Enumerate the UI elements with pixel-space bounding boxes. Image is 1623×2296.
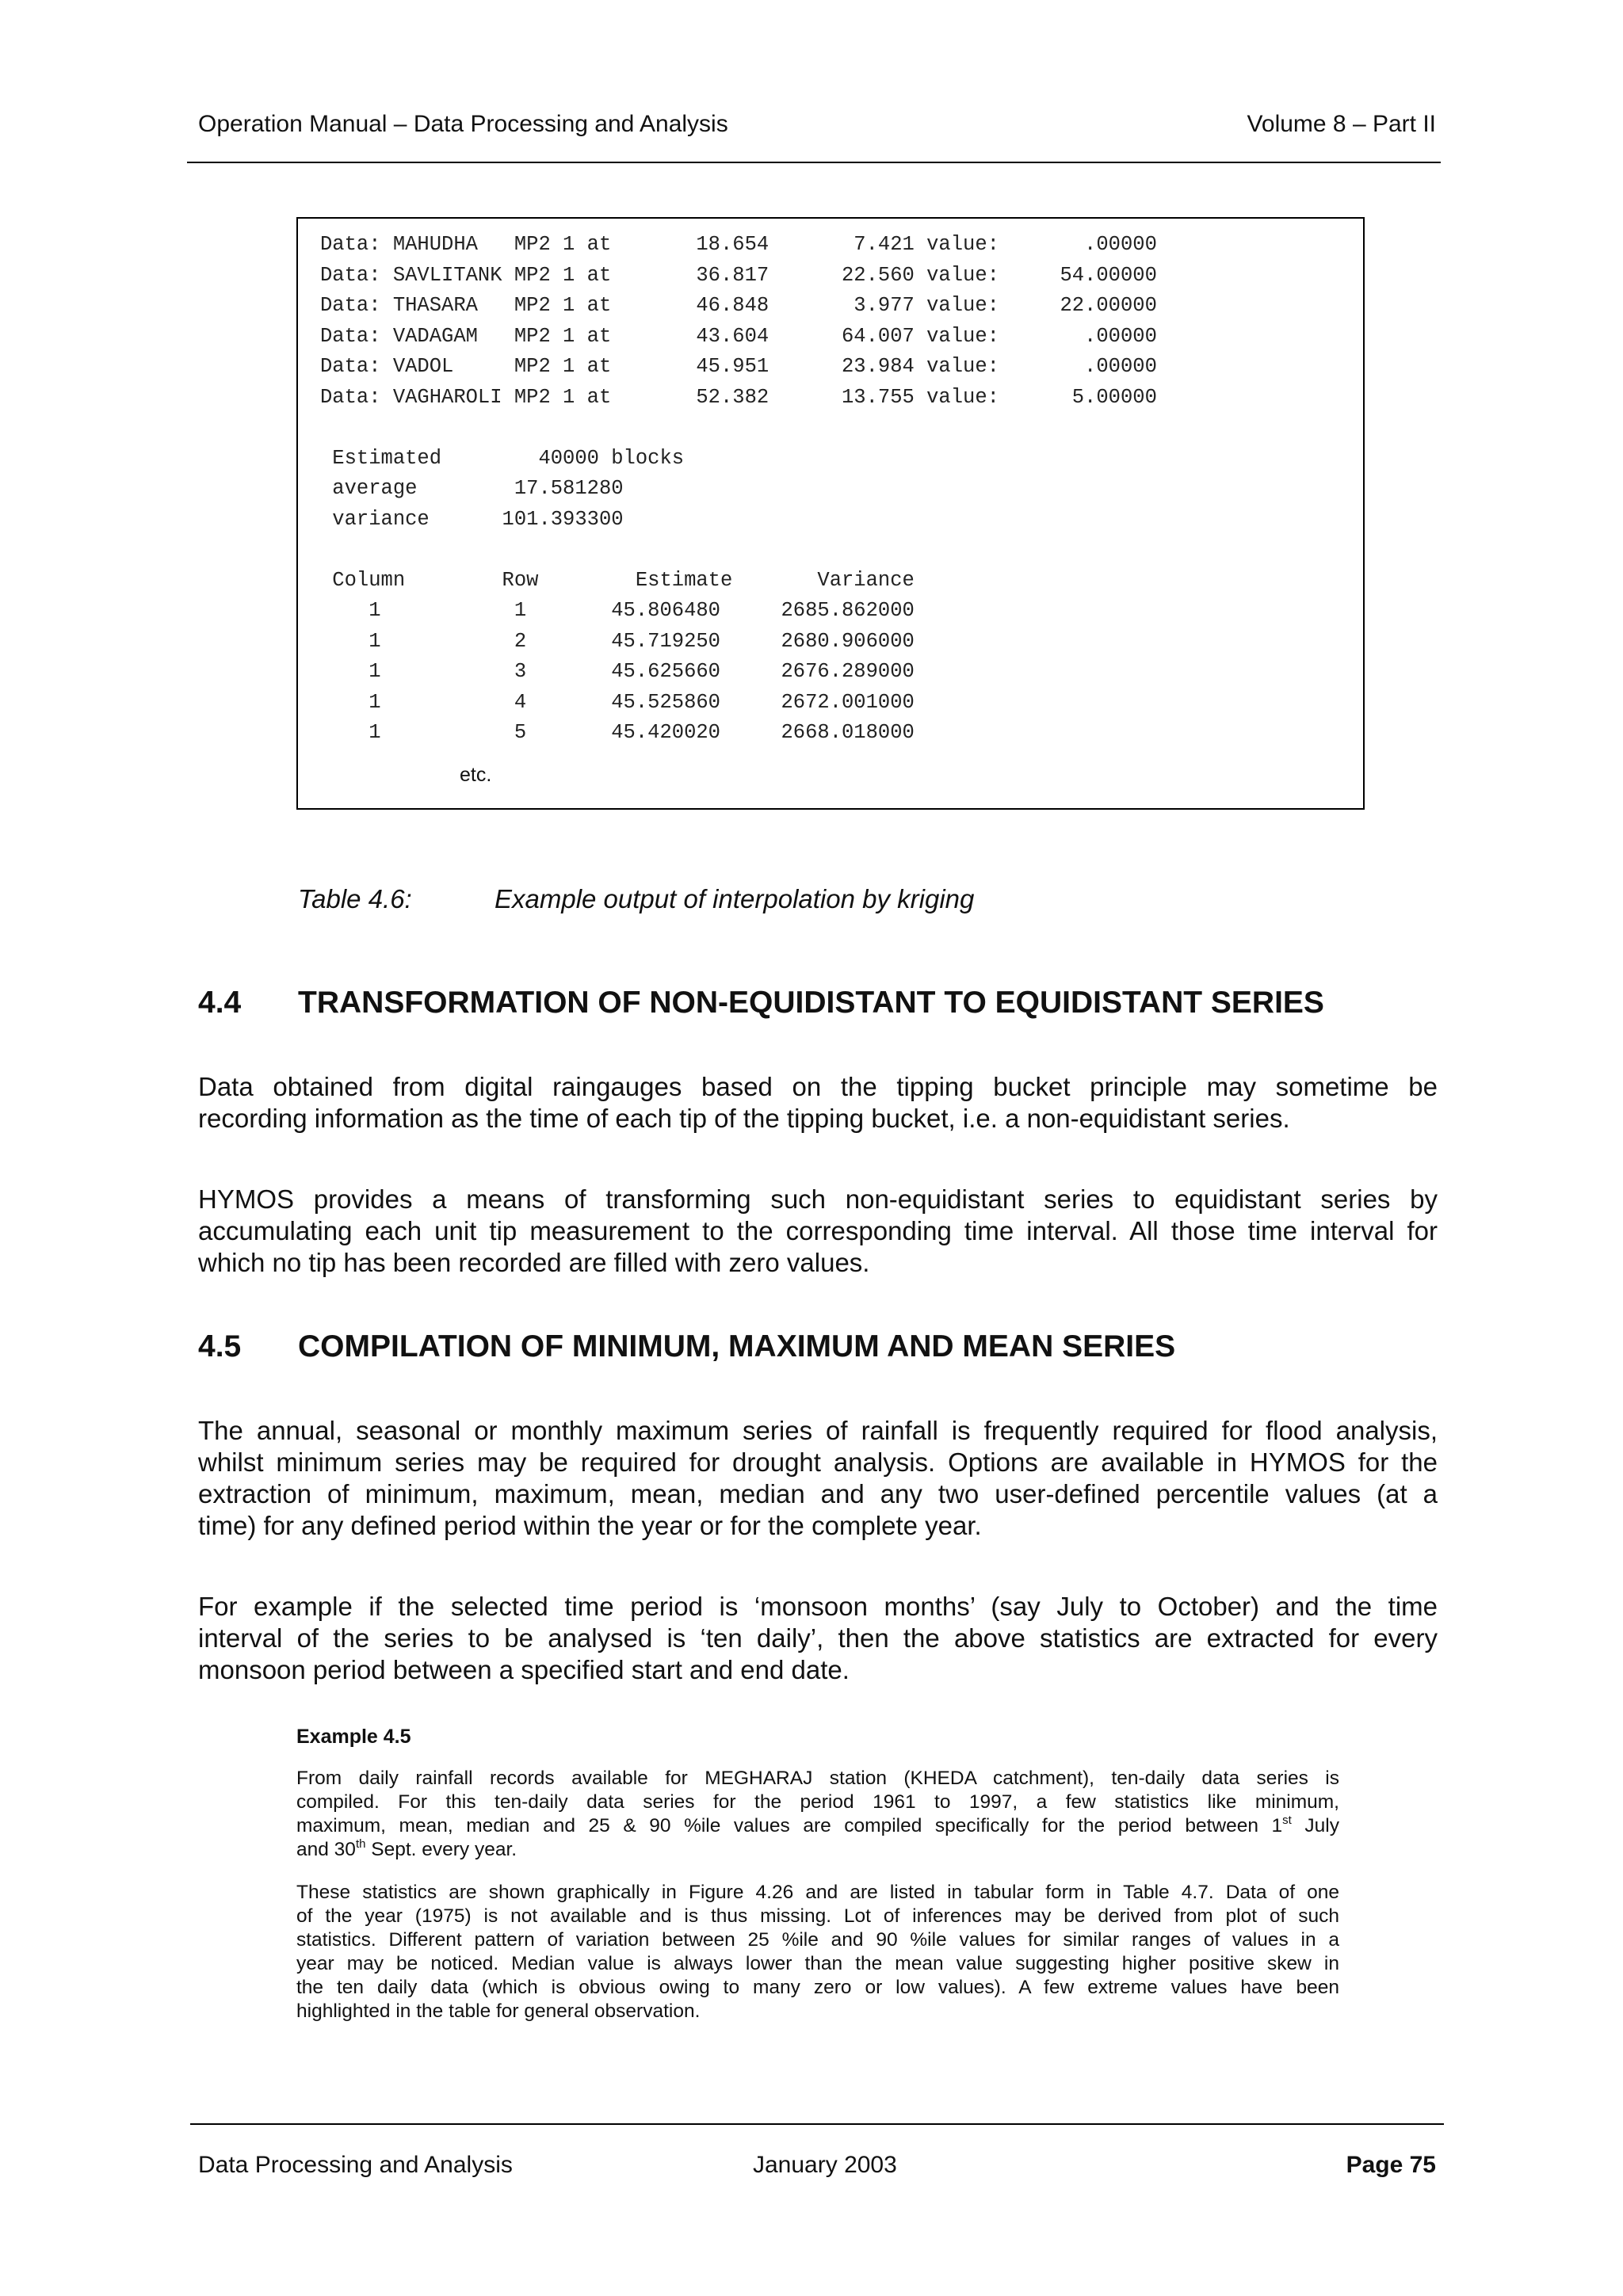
code-line: Data: SAVLITANK MP2 1 at 36.817 22.560 value: 54.00000 (320, 263, 1157, 287)
footer-rule (190, 2123, 1444, 2125)
example-line: These statistics are shown graphically in Figure 4.26 and are listed in tabular form in Table 4.7. Data of one (296, 1882, 1339, 1903)
code-line: Data: VADOL MP2 1 at 45.951 23.984 value: .00000 (320, 355, 1157, 378)
example-line: compiled. For this ten-daily data series for the period 1961 to 1997, a few statistics like minimum, (296, 1791, 1339, 1813)
header-volume: Volume 8 – Part II (1247, 111, 1436, 137)
example-title: Example 4.5 (296, 1726, 411, 1748)
header-rule (187, 162, 1441, 163)
table-caption-number: Table 4.6: (298, 884, 412, 913)
table-caption-text: Example output of interpolation by kriging (495, 884, 975, 913)
example-line-text: July (1291, 1815, 1339, 1836)
paragraph-4-4-2 (198, 1184, 1438, 1279)
example-line (296, 1838, 1339, 1862)
example-paragraph-2 (296, 1881, 1339, 2023)
footer-date: January 2003 (753, 2152, 897, 2178)
paragraph-line: accumulating each unit tip measurement to the corresponding time interval. All those time interval for (198, 1216, 1438, 1245)
code-line: Data: VADAGAM MP2 1 at 43.604 64.007 value: .00000 (320, 324, 1157, 348)
example-line: statistics. Different pattern of variation between 25 %ile and 90 %ile values for similar ranges of values in a (296, 1929, 1339, 1951)
paragraph-line: extraction of minimum, maximum, mean, median and any two user-defined percentile values (at a (198, 1479, 1438, 1508)
code-etc: etc. (460, 764, 492, 786)
example-paragraph-1 (296, 1767, 1339, 1862)
code-line: 1 2 45.719250 2680.906000 (320, 629, 915, 653)
header-title: Operation Manual – Data Processing and Analysis (198, 111, 728, 137)
code-line: Data: VAGHAROLI MP2 1 at 52.382 13.755 value: 5.00000 (320, 385, 1157, 409)
ordinal-suffix: st (1282, 1814, 1292, 1827)
code-line: Estimated 40000 blocks (320, 446, 685, 470)
section-number: 4.5 (198, 1329, 242, 1363)
paragraph-4-5-2 (198, 1591, 1438, 1686)
page-number: Page 75 (1346, 2152, 1436, 2178)
code-line: 1 5 45.420020 2668.018000 (320, 721, 915, 744)
kriging-output-box (296, 217, 1365, 810)
paragraph-line: recording information as the time of each tip of the tipping bucket, i.e. a non-equidistant series. (198, 1104, 1290, 1133)
paragraph-line: interval of the series to be analysed is ‘ten daily’, then the above statistics are extracted for every (198, 1623, 1438, 1653)
example-line-text: Sept. every year. (365, 1839, 517, 1860)
example-line (296, 1814, 1339, 1838)
paragraph-line: HYMOS provides a means of transforming such non-equidistant series to equidistant series by (198, 1184, 1438, 1214)
section-title: COMPILATION OF MINIMUM, MAXIMUM AND MEAN SERIES (298, 1329, 1176, 1363)
page-header (198, 111, 1436, 146)
section-title: TRANSFORMATION OF NON-EQUIDISTANT TO EQUIDISTANT SERIES (298, 986, 1324, 1020)
example-line: highlighted in the table for general observation. (296, 2000, 701, 2022)
example-line: year may be noticed. Median value is always lower than the mean value suggesting higher positive skew in (296, 1953, 1339, 1974)
code-line (320, 535, 1157, 566)
example-line: From daily rainfall records available for MEGHARAJ station (KHEDA catchment), ten-daily data series is (296, 1768, 1339, 1789)
code-line: 1 1 45.806480 2685.862000 (320, 599, 915, 622)
paragraph-4-4-1 (198, 1071, 1438, 1135)
section-number: 4.4 (198, 986, 242, 1020)
code-line: 1 4 45.525860 2672.001000 (320, 690, 915, 714)
kriging-output-text (320, 230, 1157, 749)
example-line-text: maximum, mean, median and 25 & 90 %ile values are compiled specifically for the period between 1 (296, 1815, 1283, 1836)
paragraph-line: The annual, seasonal or monthly maximum series of rainfall is frequently required for flood analysis, (198, 1416, 1438, 1445)
code-line: average 17.581280 (320, 477, 624, 500)
paragraph-line: For example if the selected time period is ‘monsoon months’ (say July to October) and the time (198, 1592, 1438, 1621)
paragraph-line: Data obtained from digital raingauges based on the tipping bucket principle may sometime be (198, 1072, 1438, 1101)
paragraph-line: which no tip has been recorded are filled with zero values. (198, 1248, 870, 1277)
code-line: Data: THASARA MP2 1 at 46.848 3.977 value: 22.00000 (320, 294, 1157, 317)
code-line: Data: MAHUDHA MP2 1 at 18.654 7.421 value: .00000 (320, 233, 1157, 256)
ordinal-suffix: th (355, 1837, 366, 1851)
page-footer (198, 2152, 1436, 2187)
paragraph-line: monsoon period between a specified start and end date. (198, 1655, 850, 1684)
paragraph-line: whilst minimum series may be required for drought analysis. Options are available in HYMOS for the (198, 1447, 1438, 1477)
code-line: variance 101.393300 (320, 507, 624, 531)
code-line: 1 3 45.625660 2676.289000 (320, 660, 915, 683)
code-line: Column Row Estimate Variance (320, 568, 915, 592)
example-line-text: and 30 (296, 1839, 356, 1860)
paragraph-line: time) for any defined period within the year or for the complete year. (198, 1511, 982, 1540)
example-line: of the year (1975) is not available and is thus missing. Lot of inferences may be derived from plot of such (296, 1905, 1339, 1927)
footer-title: Data Processing and Analysis (198, 2152, 513, 2178)
paragraph-4-5-1 (198, 1415, 1438, 1542)
example-line: the ten daily data (which is obvious owing to many zero or low values). A few extreme values have been (296, 1977, 1339, 1998)
code-line (320, 413, 1157, 444)
